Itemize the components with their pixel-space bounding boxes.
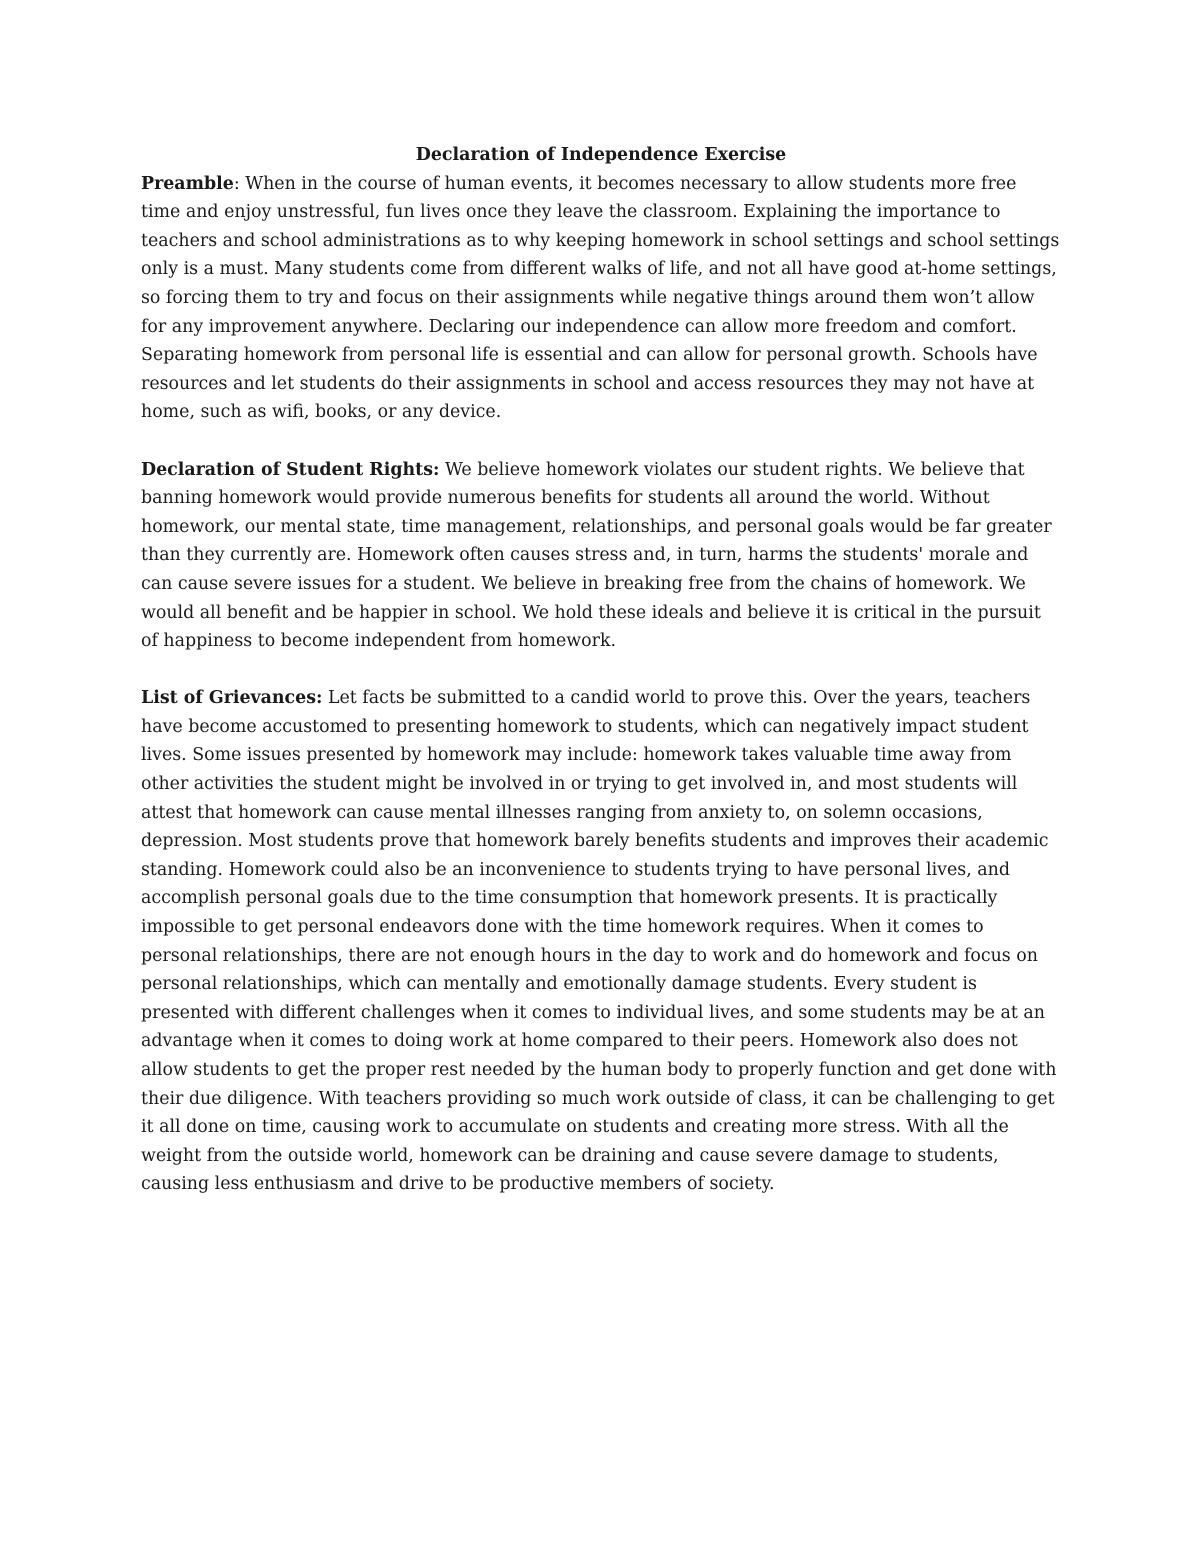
preamble-label: Preamble	[141, 173, 234, 194]
preamble-paragraph	[141, 170, 1061, 427]
student-rights-label: Declaration of Student Rights:	[141, 459, 440, 480]
preamble-separator: :	[233, 173, 246, 194]
paragraph-spacer	[141, 656, 1061, 685]
grievances-label: List of Grievances:	[141, 688, 323, 709]
student-rights-text: We believe homework violates our student rights. We believe that banning homework would provide numerous benefits for students all around the world. Without homework, our mental state, time management, relationships, and personal goals would be far greater than they currently are. Homework often causes stress and, in turn, harms the students' morale and can cause severe issues for a student. We believe in breaking free from the chains of homework. We would all benefit and be happier in school. We hold these ideals and believe it is critical in the pursuit of happiness to become independent from homework.	[141, 459, 1052, 652]
grievances-paragraph	[141, 684, 1061, 1199]
preamble-text: When in the course of human events, it becomes necessary to allow students more free time and enjoy unstressful, fun lives once they leave the classroom. Explaining the importance to teachers and school administrations as to why keeping homework in school settings and school settings only is a must. Many students come from different walks of life, and not all have good at-home settings, so forcing them to try and focus on their assignments while negative things around them won’t allow for any improvement anywhere. Declaring our independence can allow more freedom and comfort. Separating homework from personal life is essential and can allow for personal growth. Schools have resources and let students do their assignments in school and access resources they may not have at home, such as wifi, books, or any device.	[141, 173, 1060, 423]
student-rights-paragraph	[141, 456, 1061, 656]
document-body	[141, 141, 1061, 1199]
document-title: Declaration of Independence Exercise	[415, 145, 787, 165]
grievances-text: Let facts be submitted to a candid world to prove this. Over the years, teachers have become accustomed to presenting homework to students, which can negatively impact student lives. Some issues presented by homework may include: homework takes valuable time away from other activities the student might be involved in or trying to get involved in, and most students will attest that homework can cause mental illnesses ranging from anxiety to, on solemn occasions, depression. Most students prove that homework barely benefits students and improves their academic standing. Homework could also be an inconvenience to students trying to have personal lives, and accomplish personal goals due to the time consumption that homework presents. It is practically impossible to get personal endeavors done with the time homework requires. When it comes to personal relationships, there are not enough hours in the day to work and do homework and focus on personal relationships, which can mentally and emotionally damage students. Every student is presented with different challenges when it comes to individual lives, and some students may be at an advantage when it comes to doing work at home compared to their peers. Homework also does not allow students to get the proper rest needed by the human body to properly function and get done with their due diligence. With teachers providing so much work outside of class, it can be challenging to get it all done on time, causing work to accumulate on students and creating more stress. With all the weight from the outside world, homework can be draining and cause severe damage to students, causing less enthusiasm and drive to be productive members of society.	[141, 688, 1057, 1195]
paragraph-spacer	[141, 427, 1061, 456]
